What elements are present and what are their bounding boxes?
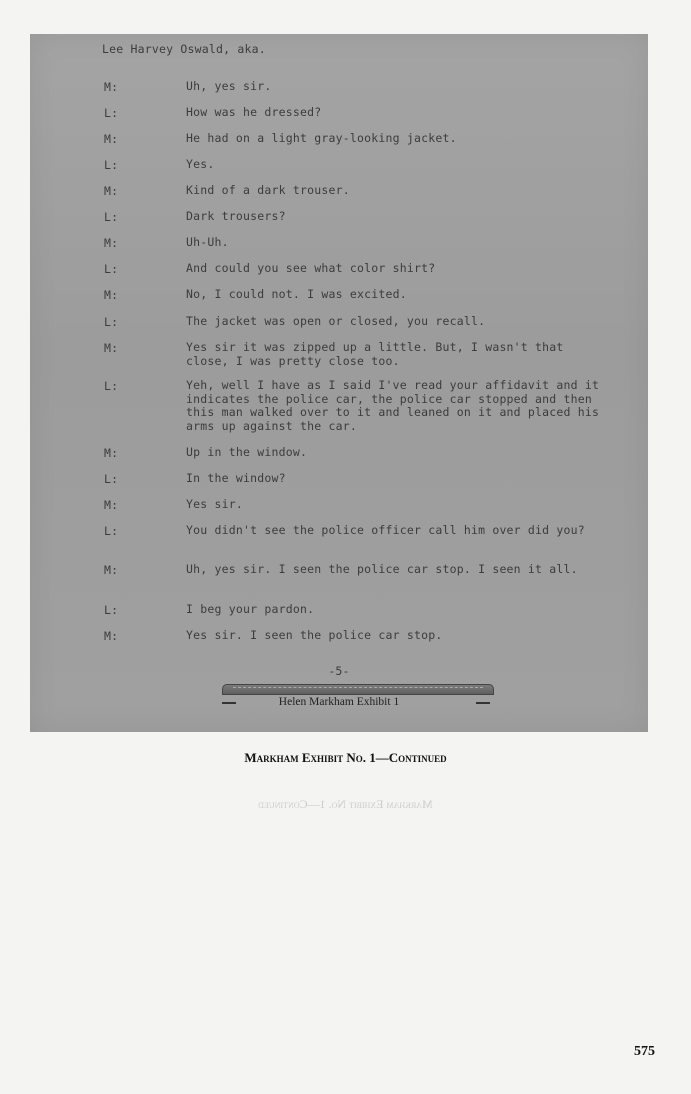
speaker: M: xyxy=(104,563,119,577)
utterance: Uh, yes sir. xyxy=(186,79,272,93)
speaker: M: xyxy=(104,629,119,643)
utterance: Yes. xyxy=(186,157,215,171)
utterance: I beg your pardon. xyxy=(186,602,315,616)
utterance: Yes sir. I seen the police car stop. xyxy=(186,628,443,642)
exhibit-photo xyxy=(30,34,648,732)
speaker: L: xyxy=(104,210,119,224)
binder-tab xyxy=(222,684,494,695)
speaker: M: xyxy=(104,288,119,302)
speaker: M: xyxy=(104,498,119,512)
utterance: You didn't see the police officer call him over did you? xyxy=(186,523,585,537)
utterance: In the window? xyxy=(186,471,286,485)
page-number: 575 xyxy=(634,1044,655,1059)
utterance: Yeh, well I have as I said I've read your affidavit and it indicates the police car, the police car stopped and then this man walked over to it and leaned on it and placed his arms up against the car. xyxy=(186,378,600,433)
speaker: M: xyxy=(104,184,119,198)
utterance: Uh, yes sir. I seen the police car stop. I seen it all. xyxy=(186,562,578,576)
speaker: M: xyxy=(104,236,119,250)
speaker: L: xyxy=(104,106,119,120)
speaker: L: xyxy=(104,472,119,486)
speaker: L: xyxy=(104,524,119,538)
speaker: M: xyxy=(104,80,119,94)
speaker: L: xyxy=(104,379,119,393)
utterance: Dark trousers? xyxy=(186,209,286,223)
utterance: The jacket was open or closed, you recall. xyxy=(186,314,486,328)
speaker: L: xyxy=(104,315,119,329)
speaker: L: xyxy=(104,158,119,172)
transcript-page-number: -5- xyxy=(328,664,350,678)
speaker: L: xyxy=(104,262,119,276)
speaker: M: xyxy=(104,132,119,146)
utterance: Up in the window. xyxy=(186,445,308,459)
speaker: L: xyxy=(104,603,119,617)
utterance: Kind of a dark trouser. xyxy=(186,183,350,197)
utterance: Yes sir. xyxy=(186,497,243,511)
speaker: M: xyxy=(104,341,119,355)
utterance: No, I could not. I was excited. xyxy=(186,287,407,301)
utterance: Uh-Uh. xyxy=(186,235,229,249)
bleed-through-text: Markham Exhibit No. 1—Continued xyxy=(258,797,433,811)
utterance: He had on a light gray-looking jacket. xyxy=(186,131,457,145)
utterance: And could you see what color shirt? xyxy=(186,261,436,275)
utterance: How was he dressed? xyxy=(186,105,322,119)
transcript-header: Lee Harvey Oswald, aka. xyxy=(102,42,266,56)
speaker: M: xyxy=(104,446,119,460)
page-caption: Markham Exhibit No. 1—Continued xyxy=(244,750,447,765)
exhibit-label: Helen Markham Exhibit 1 xyxy=(278,696,400,708)
utterance: Yes sir it was zipped up a little. But, I wasn't that close, I was pretty close too. xyxy=(186,340,564,368)
